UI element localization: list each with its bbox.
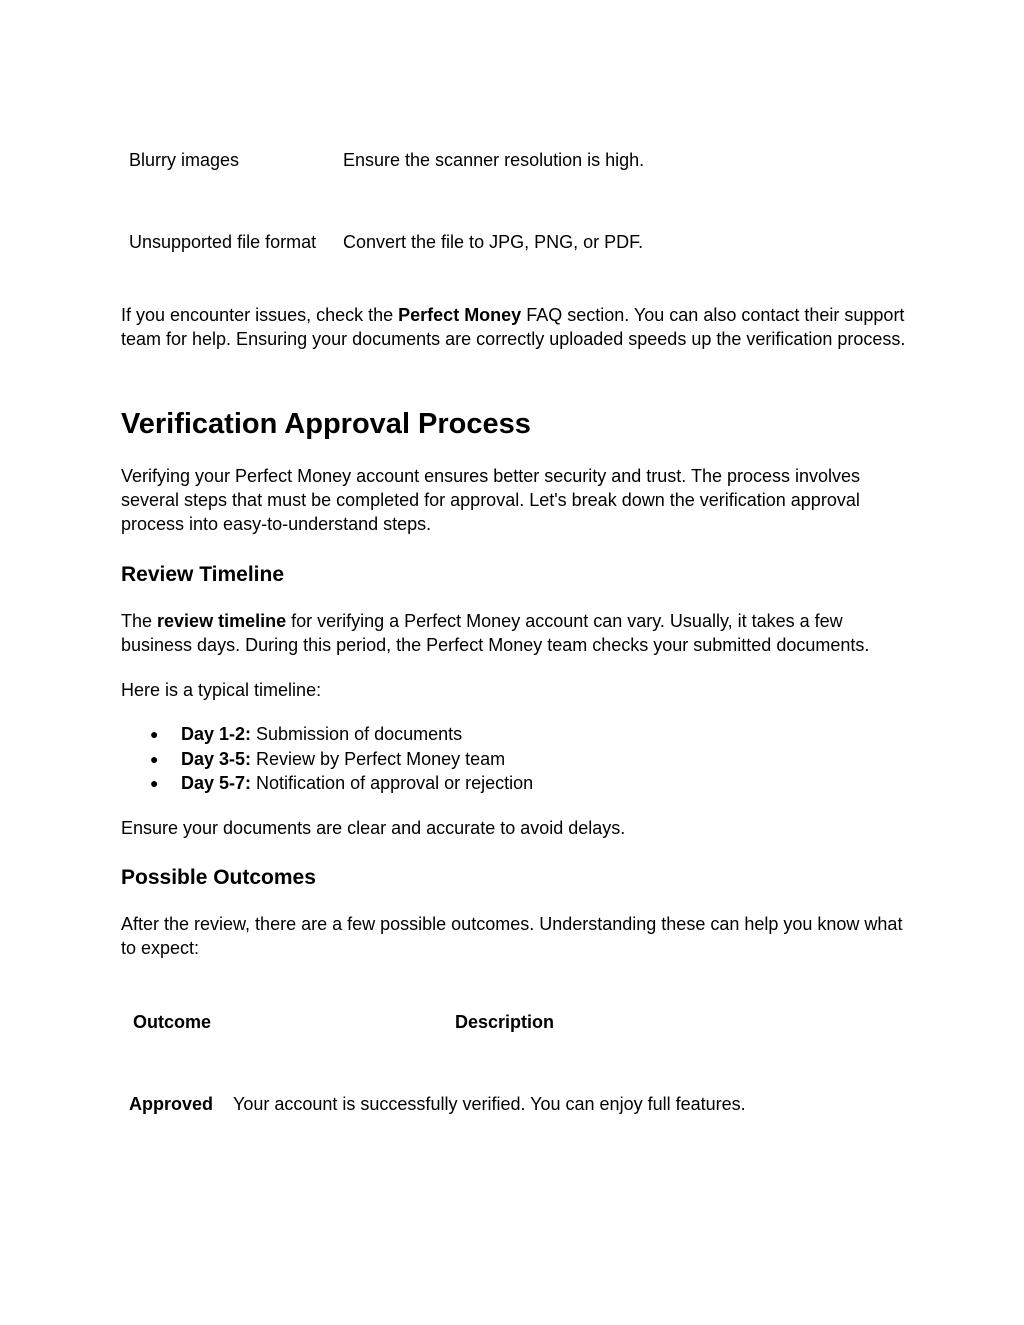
timeline-list [121, 722, 533, 796]
list-item [121, 771, 533, 796]
list-item-label: Day 1-2: [181, 724, 252, 744]
table-cell-outcome: Approved [129, 1094, 214, 1114]
table-header-outcome: Outcome [133, 1012, 212, 1032]
list-item-text: Review by Perfect Money team [251, 748, 506, 769]
typical-timeline-label: Here is a typical timeline: [121, 680, 322, 700]
table-cell-issue: Unsupported file format [129, 232, 317, 252]
list-item-text: Notification of approval or rejection [251, 773, 534, 793]
review-timeline-heading: Review Timeline [121, 563, 285, 586]
timeline-closing-paragraph: Ensure your documents are clear and accurate to avoid delays. [121, 818, 626, 838]
paragraph-text: FAQ section. You can also contact their support team for help. Ensuring your documents are correctly uploaded speeds up the verification process. [121, 305, 906, 349]
list-item [121, 722, 533, 747]
possible-outcomes-paragraph: After the review, there are a few possible outcomes. Understanding these can help you know what to expect: [121, 914, 903, 958]
possible-outcomes-heading: Possible Outcomes [121, 866, 316, 889]
list-item-text: Submission of documents [251, 724, 463, 744]
bullet-icon: ● [150, 726, 159, 742]
section-title: Verification Approval Process [121, 408, 531, 440]
table-cell-issue: Blurry images [129, 150, 240, 170]
table-header-description: Description [455, 1012, 555, 1032]
paragraph-text: for verifying a Perfect Money account can vary. Usually, it takes a few business days. During this period, the Perfect Money team checks your submitted documents. [121, 611, 870, 655]
paragraph-text: If you encounter issues, check the [121, 305, 399, 325]
paragraph-bold-text: Perfect Money [398, 305, 522, 325]
list-item-label: Day 3-5: [181, 748, 252, 769]
paragraph-text: The [121, 611, 158, 631]
list-item-label: Day 5-7: [181, 773, 252, 793]
review-timeline-paragraph [121, 609, 911, 657]
table-cell-solution: Ensure the scanner resolution is high. [343, 150, 645, 170]
issues-help-paragraph [121, 303, 911, 351]
list-item [121, 747, 533, 772]
bullet-icon: ● [150, 750, 159, 767]
bullet-icon: ● [150, 775, 159, 791]
paragraph-bold-text: review timeline [157, 611, 287, 631]
table-cell-solution: Convert the file to JPG, PNG, or PDF. [343, 232, 644, 252]
table-cell-description: Your account is successfully verified. You can enjoy full features. [233, 1094, 746, 1114]
section-intro-paragraph: Verifying your Perfect Money account ensures better security and trust. The process involves several steps that must be completed for approval. Let's break down the verification approval process into easy-to-understand steps. [121, 466, 861, 534]
